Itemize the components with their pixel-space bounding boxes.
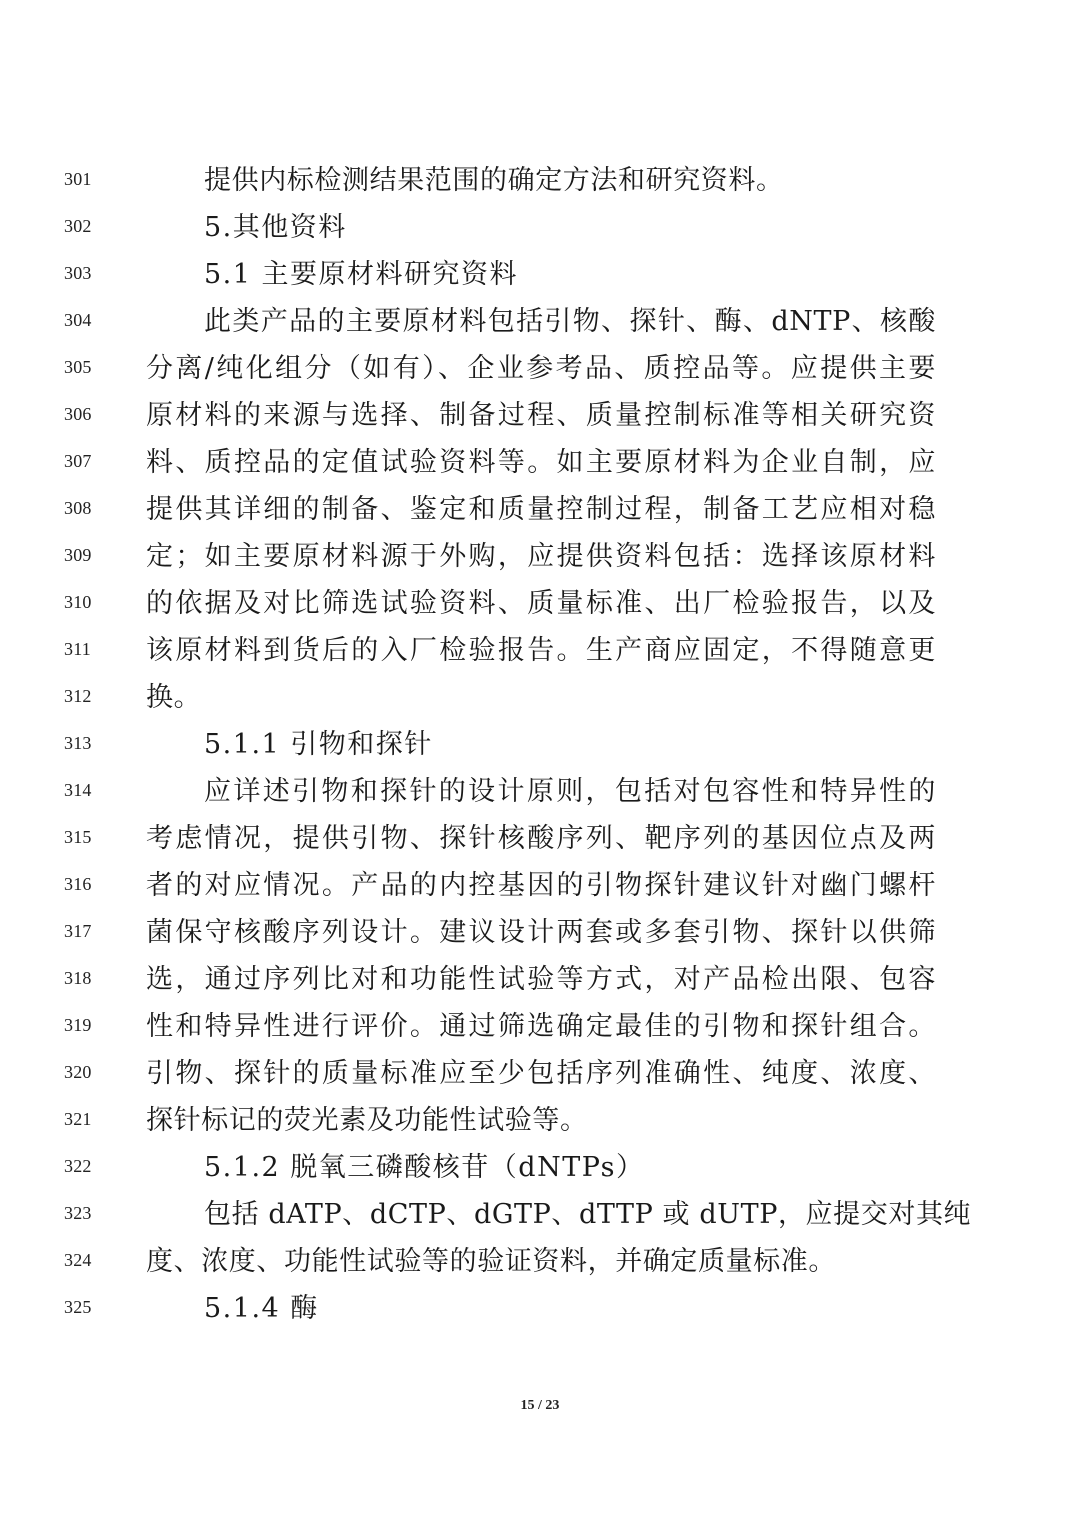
line-text: 引物、探针的质量标准应至少包括序列准确性、纯度、浓度、 xyxy=(146,1058,936,1089)
line-number: 314 xyxy=(64,780,92,800)
text-line xyxy=(0,443,1080,490)
text-line xyxy=(0,1195,1080,1242)
line-number: 324 xyxy=(64,1250,92,1270)
line-text: 探针标记的荧光素及功能性试验等。 xyxy=(146,1105,588,1136)
line-number: 305 xyxy=(64,357,92,377)
text-line xyxy=(0,772,1080,819)
line-number: 304 xyxy=(64,310,92,330)
line-text: 性和特异性进行评价。通过筛选确定最佳的引物和探针组合。 xyxy=(146,1011,936,1042)
line-text: 选，通过序列比对和功能性试验等方式，对产品检出限、包容 xyxy=(146,964,936,995)
text-line xyxy=(0,302,1080,349)
line-number: 307 xyxy=(64,451,92,471)
line-number: 315 xyxy=(64,827,92,847)
line-number: 322 xyxy=(64,1156,92,1176)
text-line xyxy=(0,819,1080,866)
line-number: 312 xyxy=(64,686,92,706)
line-number: 308 xyxy=(64,498,92,518)
text-line xyxy=(0,584,1080,631)
section-heading: 5.1 主要原材料研究资料 xyxy=(204,259,519,290)
text-line xyxy=(0,631,1080,678)
section-heading: 5.1.4 酶 xyxy=(204,1293,319,1324)
line-number: 303 xyxy=(64,263,92,283)
text-line xyxy=(0,1289,1080,1336)
line-number: 320 xyxy=(64,1062,92,1082)
line-text: 提供其详细的制备、鉴定和质量控制过程，制备工艺应相对稳 xyxy=(146,494,936,525)
text-line xyxy=(0,208,1080,255)
section-heading: 5.1.2 脱氧三磷酸核苷（dNTPs） xyxy=(204,1152,645,1183)
line-number: 306 xyxy=(64,404,92,424)
text-line xyxy=(0,396,1080,443)
text-line xyxy=(0,1242,1080,1289)
line-text: 料、质控品的定值试验资料等。如主要原材料为企业自制，应 xyxy=(146,447,936,478)
line-text: 换。 xyxy=(146,682,202,713)
text-line xyxy=(0,161,1080,208)
text-line xyxy=(0,1007,1080,1054)
text-line xyxy=(0,1148,1080,1195)
body-text xyxy=(0,161,1080,1336)
section-heading: 5.1.1 引物和探针 xyxy=(204,729,433,760)
line-text: 应详述引物和探针的设计原则，包括对包容性和特异性的 xyxy=(204,776,936,807)
line-number: 318 xyxy=(64,968,92,988)
line-number: 321 xyxy=(64,1109,92,1129)
line-number: 310 xyxy=(64,592,92,612)
text-line xyxy=(0,913,1080,960)
line-number: 313 xyxy=(64,733,92,753)
line-text: 此类产品的主要原材料包括引物、探针、酶、dNTP、核酸 xyxy=(204,306,936,337)
text-line xyxy=(0,1101,1080,1148)
text-line xyxy=(0,866,1080,913)
line-number: 301 xyxy=(64,169,92,189)
line-text: 菌保守核酸序列设计。建议设计两套或多套引物、探针以供筛 xyxy=(146,917,936,948)
line-text: 原材料的来源与选择、制备过程、质量控制标准等相关研究资 xyxy=(146,400,936,431)
text-line xyxy=(0,1054,1080,1101)
section-heading: 5.其他资料 xyxy=(204,212,347,243)
text-line xyxy=(0,255,1080,302)
line-number: 325 xyxy=(64,1297,92,1317)
text-line xyxy=(0,537,1080,584)
line-number: 311 xyxy=(64,639,91,659)
line-number: 323 xyxy=(64,1203,92,1223)
line-text: 的依据及对比筛选试验资料、质量标准、出厂检验报告，以及 xyxy=(146,588,936,619)
line-text: 者的对应情况。产品的内控基因的引物探针建议针对幽门螺杆 xyxy=(146,870,936,901)
text-line xyxy=(0,725,1080,772)
line-text: 考虑情况，提供引物、探针核酸序列、靶序列的基因位点及两 xyxy=(146,823,936,854)
line-number: 319 xyxy=(64,1015,92,1035)
text-line xyxy=(0,349,1080,396)
line-text: 包括 dATP、dCTP、dGTP、dTTP 或 dUTP，应提交对其纯 xyxy=(204,1199,972,1230)
line-number: 316 xyxy=(64,874,92,894)
line-text: 提供内标检测结果范围的确定方法和研究资料。 xyxy=(204,165,784,196)
line-text: 分离/纯化组分（如有）、企业参考品、质控品等。应提供主要 xyxy=(146,353,936,384)
page-number: 15 / 23 xyxy=(520,1398,560,1413)
line-number: 302 xyxy=(64,216,92,236)
text-line xyxy=(0,490,1080,537)
line-number: 309 xyxy=(64,545,92,565)
line-number: 317 xyxy=(64,921,92,941)
line-text: 定；如主要原材料源于外购，应提供资料包括：选择该原材料 xyxy=(146,541,936,572)
text-line xyxy=(0,960,1080,1007)
text-line xyxy=(0,678,1080,725)
line-text: 度、浓度、功能性试验等的验证资料，并确定质量标准。 xyxy=(146,1246,836,1277)
line-text: 该原材料到货后的入厂检验报告。生产商应固定，不得随意更 xyxy=(146,635,936,666)
